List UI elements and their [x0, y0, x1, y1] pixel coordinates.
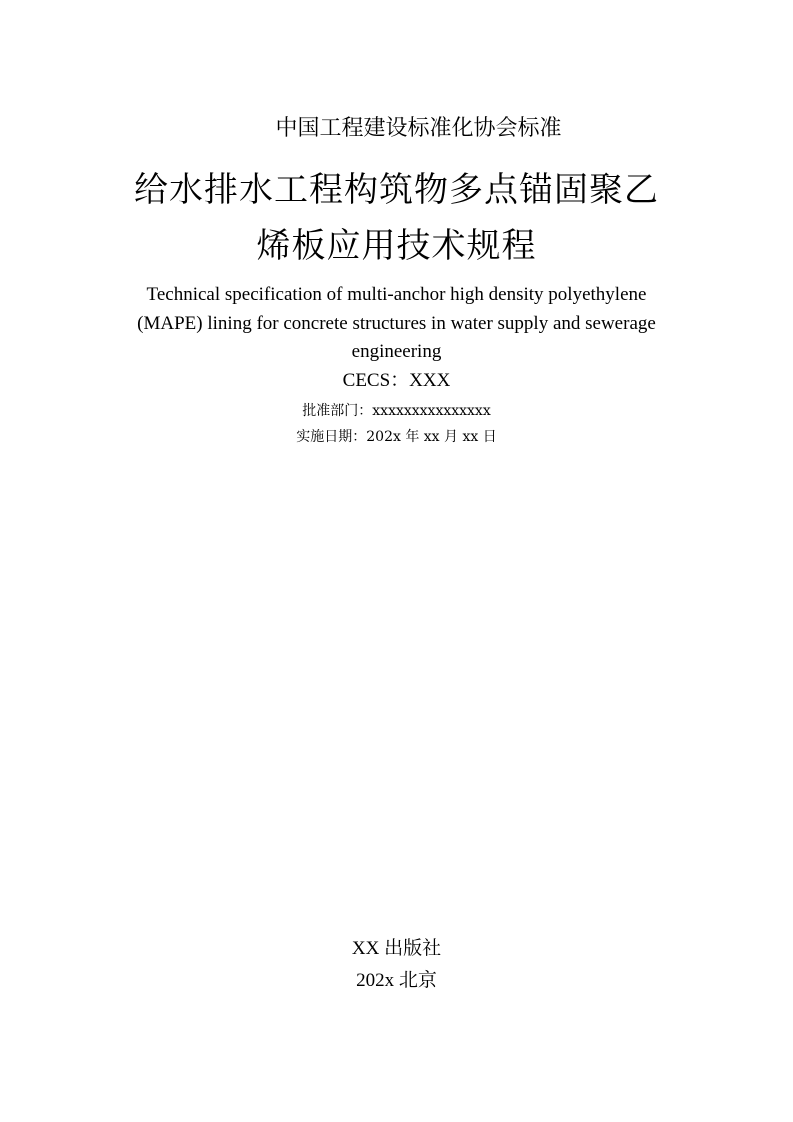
publisher: XX 出版社: [351, 938, 442, 959]
english-title-line-1: Technical specification of multi-anchor high density polyethylene: [146, 284, 647, 305]
chinese-title-line-2: 烯板应用技术规程: [256, 226, 537, 266]
approval-department: 批准部门：xxxxxxxxxxxxxxx: [302, 403, 491, 419]
implementation-date: 实施日期：202x 年 xx 月 xx 日: [296, 429, 497, 445]
organization-heading: 中国工程建设标准化协会标准: [275, 116, 562, 141]
english-title-line-3: engineering: [351, 341, 442, 362]
english-title-line-2: (MAPE) lining for concrete structures in water supply and sewerage: [137, 313, 656, 334]
chinese-title-line-1: 给水排水工程构筑物多点锚固聚乙: [134, 170, 659, 210]
standard-code: CECS：XXX: [342, 370, 451, 391]
publication-year-place: 202x 北京: [356, 970, 437, 991]
